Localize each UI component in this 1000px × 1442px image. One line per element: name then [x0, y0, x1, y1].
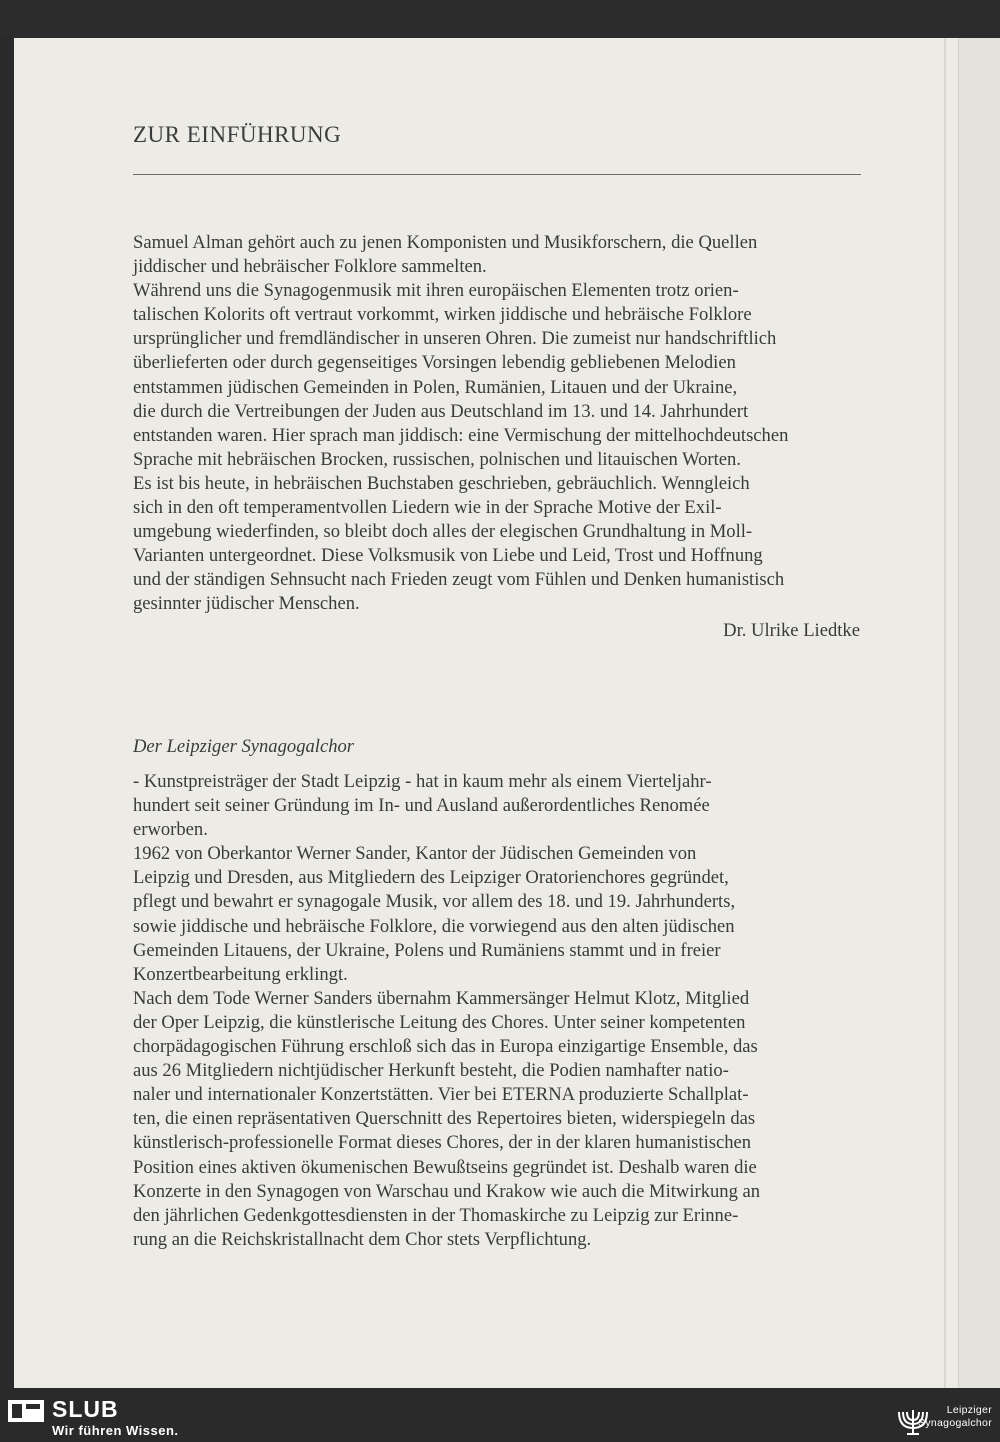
text-line: talischen Kolorits oft vertraut vorkommt, wirken jiddische und hebräische Folklore — [133, 304, 752, 326]
text-line: Sprache mit hebräischen Brocken, russischen, polnischen und litauischen Worten. — [133, 448, 741, 470]
text-line: und der ständigen Sehnsucht nach Frieden zeugt vom Fühlen und Denken humanistisch — [133, 569, 785, 591]
text-line: Gemeinden Litauens, der Ukraine, Polens und Rumäniens stammt und in freier — [133, 939, 721, 961]
text-line: Nach dem Tode Werner Sanders übernahm Kammersänger Helmut Klotz, Mitglied — [133, 987, 750, 1009]
text-line: pflegt und bewahrt er synagogale Musik, vor allem des 18. und 19. Jahrhunderts, — [133, 891, 736, 913]
text-line: rung an die Reichskristallnacht dem Chor stets Verpflichtung. — [133, 1228, 592, 1250]
text-line: ten, die einen repräsentativen Querschnitt des Repertoires bieten, widerspiegeln das — [133, 1108, 756, 1130]
text-line: Varianten untergeordnet. Diese Volksmusik von Liebe und Leid, Trost und Hoffnung — [133, 545, 763, 567]
text-line: sowie jiddische und hebräische Folklore, die vorwiegend aus den alten jüdischen — [133, 915, 735, 937]
text-line: aus 26 Mitgliedern nichtjüdischer Herkunft besteht, die Podien namhafter natio- — [133, 1060, 729, 1082]
text-line: erworben. — [133, 819, 208, 841]
choir-paragraph — [133, 770, 863, 1252]
intro-paragraph — [133, 231, 863, 617]
scan-background-top — [0, 0, 1000, 38]
text-line: sich in den oft temperamentvollen Liedern wie in der Sprache Motive der Exil- — [133, 497, 722, 519]
choir-logo-text — [918, 1404, 992, 1430]
text-line: Während uns die Synagogenmusik mit ihren europäischen Elementen trotz orien- — [133, 280, 739, 302]
text-line: Es ist bis heute, in hebräischen Buchstaben geschrieben, gebräuchlich. Wenngleich — [133, 472, 750, 494]
choir-logo-line: Synagogalchor — [918, 1417, 992, 1429]
text-line: Samuel Alman gehört auch zu jenen Komponisten und Musikforschern, die Quellen — [133, 232, 758, 253]
text-line: Position eines aktiven ökumenischen Bewußtseins gegründet ist. Deshalb waren die — [133, 1156, 757, 1178]
text-line: Konzerte in den Synagogen von Warschau und Krakow wie auch die Mitwirkung an — [133, 1180, 761, 1202]
author-signature: Dr. Ulrike Liedtke — [723, 620, 860, 641]
title-divider — [133, 174, 861, 175]
page-right-edge — [958, 38, 1000, 1388]
text-line: jiddischer und hebräischer Folklore sammelten. — [133, 256, 487, 278]
page-fold-shadow — [944, 38, 946, 1388]
text-line: Konzertbearbeitung erklingt. — [133, 963, 348, 985]
text-line: entstammen jüdischen Gemeinden in Polen, Rumänien, Litauen und der Ukraine, — [133, 376, 738, 398]
text-line: entstanden waren. Hier sprach man jiddisch: eine Vermischung der mittelhochdeutschen — [133, 424, 789, 446]
text-line: gesinnter jüdischer Menschen. — [133, 593, 360, 615]
text-line: ursprünglicher und fremdländischer in unseren Ohren. Die zumeist nur handschriftlich — [133, 328, 777, 350]
text-line: umgebung wiederfinden, so bleibt doch alles der elegischen Grundhaltung in Moll- — [133, 521, 753, 543]
text-line: die durch die Vertreibungen der Juden aus Deutschland im 13. und 14. Jahrhundert — [133, 400, 749, 422]
slub-logo-icon[interactable] — [6, 1398, 46, 1424]
library-tagline: Wir führen Wissen. — [52, 1423, 179, 1438]
text-line: der Oper Leipzig, die künstlerische Leitung des Chores. Unter seiner kompetenten — [133, 1011, 746, 1033]
text-line: naler und internationaler Konzertstätten. Vier bei ETERNA produzierte Schallplat- — [133, 1084, 749, 1106]
choir-logo-line: Leipziger — [946, 1404, 992, 1416]
section-heading: Der Leipziger Synagogalchor — [133, 736, 355, 757]
text-line: - Kunstpreisträger der Stadt Leipzig - hat in kaum mehr als einem Vierteljahr- — [133, 771, 712, 792]
library-name[interactable]: SLUB — [52, 1396, 119, 1422]
page-title: ZUR EINFÜHRUNG — [133, 122, 342, 147]
text-line: künstlerisch-professionelle Format dieses Chores, der in der klaren humanistischen — [133, 1132, 752, 1154]
text-line: Leipzig und Dresden, aus Mitgliedern des Leipziger Oratorienchores gegründet, — [133, 867, 729, 889]
text-line: überlieferten oder durch gegenseitiges Vorsingen lebendig gebliebenen Melodien — [133, 352, 736, 374]
text-line: chorpädagogischen Führung erschloß sich das in Europa einzigartige Ensemble, das — [133, 1036, 758, 1058]
text-line: den jährlichen Gedenkgottesdiensten in der Thomaskirche zu Leipzig zur Erinne- — [133, 1204, 739, 1226]
text-line: hundert seit seiner Gründung im In- und Ausland außerordentliches Renomée — [133, 795, 710, 817]
text-line: 1962 von Oberkantor Werner Sander, Kantor der Jüdischen Gemeinden von — [133, 843, 697, 865]
